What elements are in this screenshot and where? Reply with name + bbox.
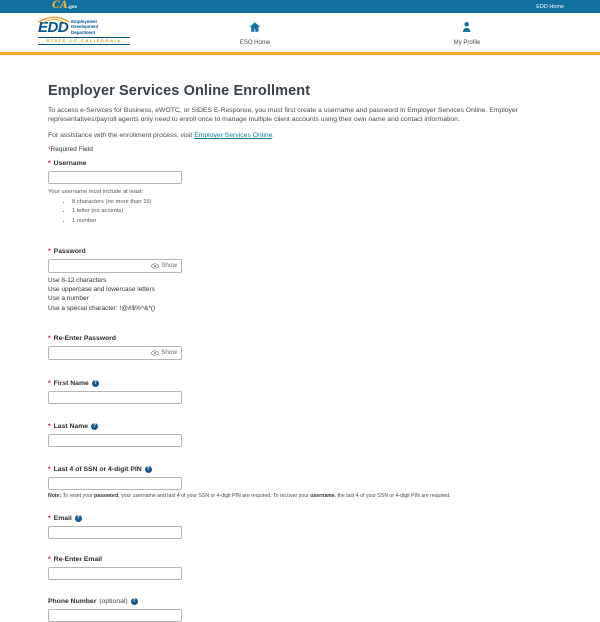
username-requirements-list	[72, 199, 554, 224]
edd-logo-word: EDD	[38, 21, 68, 35]
ssn-pin-input[interactable]	[48, 477, 182, 490]
reenter-password-field	[48, 346, 182, 360]
nav-eso-home-label: ESO Home	[239, 40, 271, 46]
password-hint-line: Use 8-12 characters	[48, 276, 107, 284]
ssn-pin-group	[48, 466, 554, 499]
question-mark-icon[interactable]: ?	[146, 465, 150, 472]
edd-logo-department-text: Employment Development Department	[71, 19, 99, 35]
ca-gov-logo[interactable]	[52, 0, 77, 13]
nav-eso-home[interactable]	[240, 20, 270, 46]
last-name-input[interactable]	[48, 434, 182, 447]
password-hint-line: Use uppercase and lowercase letters	[48, 286, 155, 294]
show-reenter-password-button[interactable]: Show	[147, 349, 181, 356]
reenter-password-input[interactable]	[49, 347, 147, 359]
reenter-password-group	[48, 335, 554, 360]
password-hint-line: Use a special character: !@#$%^&*()	[48, 304, 156, 312]
username-input[interactable]	[48, 171, 182, 184]
edd-logo-state-text: STATE OF CALIFORNIA	[38, 37, 130, 45]
phone-label: Phone Number (optional) ?	[48, 597, 136, 605]
username-requirement-item: • 8 characters (no more than 15)	[72, 199, 554, 205]
phone-group	[48, 598, 554, 622]
password-label: * Password	[48, 247, 86, 255]
ca-gov-logo-gov: .gov	[67, 4, 77, 9]
nav-my-profile-label: My Profile	[453, 40, 481, 46]
last-name-group	[48, 423, 554, 447]
page-title: Employer Services Online Enrollment	[48, 83, 311, 99]
eye-icon	[151, 263, 159, 269]
email-input[interactable]	[48, 526, 182, 539]
top-utility-bar	[0, 0, 600, 13]
edd-logo-arcs-icon	[37, 16, 71, 23]
username-requirement-item: • 1 letter (no accents)	[72, 208, 554, 214]
required-field-note: *Required Field	[48, 145, 93, 153]
eso-link[interactable]: Employer Services Online	[194, 131, 273, 139]
reenter-email-label: * Re-Enter Email	[48, 555, 103, 563]
ssn-pin-note: Note: To reset your password, your username and last 4 of your SSN or 4-digit PIN are required. To recover your username, the last 4 of your SSN or 4-digit PIN are required.	[48, 492, 451, 499]
username-group	[48, 160, 554, 224]
question-mark-icon[interactable]: ?	[93, 422, 97, 429]
ssn-pin-label: * Last 4 of SSN or 4-digit PIN ?	[48, 465, 150, 473]
username-hint-title: Your username must include at least:	[48, 188, 144, 195]
first-name-group	[48, 380, 554, 404]
edd-logo-top	[38, 19, 130, 35]
phone-optional-text: (optional)	[99, 597, 128, 605]
password-input[interactable]	[49, 260, 147, 272]
person-icon	[461, 21, 473, 33]
reenter-email-input[interactable]	[48, 567, 182, 580]
nav-my-profile[interactable]	[454, 20, 481, 46]
ca-gov-logo-ca: CA	[52, 0, 68, 11]
site-header	[0, 13, 600, 55]
username-requirement-item: • 1 number	[72, 218, 554, 224]
home-icon	[249, 21, 261, 33]
password-field	[48, 259, 182, 273]
first-name-label: * First Name ?	[48, 379, 97, 387]
phone-input[interactable]	[48, 609, 182, 622]
reenter-password-label: * Re-Enter Password	[48, 334, 116, 342]
password-hint-line: Use a number	[48, 295, 89, 303]
eye-icon	[151, 350, 159, 356]
question-mark-icon[interactable]: ?	[76, 514, 80, 521]
last-name-label: * Last Name ?	[48, 422, 97, 430]
email-group	[48, 515, 554, 539]
email-label: * Email ?	[48, 514, 80, 522]
question-mark-icon[interactable]: ?	[93, 379, 97, 386]
password-hints	[48, 276, 554, 313]
edd-home-link[interactable]: EDD Home	[536, 3, 564, 10]
question-mark-icon[interactable]: ?	[132, 597, 136, 604]
edd-logo[interactable]	[38, 19, 130, 45]
assistance-text: For assistance with the enrollment process, visit Employer Services Online.	[48, 131, 275, 139]
main-content	[0, 83, 600, 622]
first-name-input[interactable]	[48, 391, 182, 404]
required-asterisk: *	[48, 145, 51, 153]
reenter-email-group	[48, 556, 554, 580]
password-group	[48, 248, 554, 313]
username-label: * Username	[48, 159, 87, 167]
intro-text: To access e-Services for Business, eWOTC, or SIDES E-Response, you must first create a username and password in Employer Services Online. Employer representatives/payroll agents only need to enroll once to manage multiple client accounts using their own name and contact information.	[48, 107, 518, 123]
show-password-button[interactable]: Show	[147, 262, 181, 269]
